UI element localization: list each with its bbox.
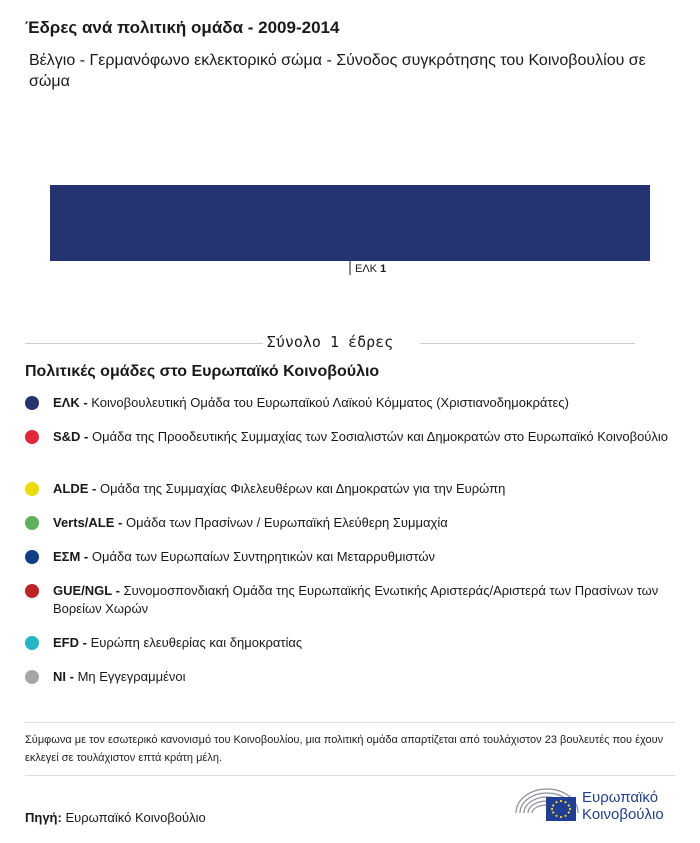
legend-abbr: ΕΛΚ - <box>53 395 88 410</box>
seat-bar-chart <box>0 0 700 300</box>
total-label: Σύνολο 1 έδρες <box>263 333 397 351</box>
source-value: Ευρωπαϊκό Κοινοβούλιο <box>61 810 206 825</box>
hemicycle-flag-icon <box>512 783 582 827</box>
legend-abbr: Verts/ALE - <box>53 515 123 530</box>
logo-line-2: Κοινοβούλιο <box>582 806 664 823</box>
legend-description: Ομάδα των Ευρωπαίων Συντηρητικών και Μεταρρυθμιστών <box>88 549 435 564</box>
source <box>25 810 206 825</box>
legend-item <box>25 428 673 446</box>
legend-item <box>25 394 673 412</box>
legend-abbr: S&D - <box>53 429 89 444</box>
divider-bottom <box>25 775 675 776</box>
legend-description: Συνομοσπονδιακή Ομάδα της Ευρωπαϊκής Ενωτικής Αριστεράς/Αριστερά των Πρασίνων των Βορείων Χωρών <box>53 583 659 616</box>
legend-swatch <box>25 550 39 564</box>
legend-swatch <box>25 396 39 410</box>
legend-item <box>25 548 673 566</box>
legend-abbr: EFD - <box>53 635 87 650</box>
segment-category: ΕΛΚ <box>355 263 381 275</box>
chart-title: Έδρες ανά πολιτική ομάδα - 2009-2014 <box>25 18 340 37</box>
legend-item <box>25 668 673 686</box>
legend-abbr: GUE/NGL - <box>53 583 120 598</box>
legend-title: Πολιτικές ομάδες στο Ευρωπαϊκό Κοινοβούλιο <box>25 363 380 380</box>
legend-item <box>25 582 673 618</box>
total-seats <box>25 333 635 353</box>
legend-swatch <box>25 482 39 496</box>
legend-abbr: ALDE - <box>53 481 97 496</box>
segment-value: 1 <box>380 263 387 275</box>
source-label: Πηγή: <box>25 810 62 825</box>
legend-abbr: NI - <box>53 669 74 684</box>
legend-abbr: ΕΣΜ - <box>53 549 89 564</box>
bar-segment-1 <box>50 185 650 261</box>
legend-swatch <box>25 670 39 684</box>
legend-description: Ομάδα της Προοδευτικής Συμμαχίας των Σοσιαλιστών και Δημοκρατών στο Ευρωπαϊκό Κοινοβούλιο <box>88 429 669 444</box>
rules-note: Σύμφωνα με τον εσωτερικό κανονισμό του Κοινοβουλίου, μια πολιτική ομάδα απαρτίζεται από τουλάχιστον 23 βουλευτές που έχουν εκλεγεί σε τουλάχιστον επτά κράτη μέλη. <box>25 734 664 764</box>
legend-swatch <box>25 430 39 444</box>
segment-label <box>355 263 386 275</box>
legend-description: Κοινοβουλευτική Ομάδα του Ευρωπαϊκού Λαϊκού Κόμματος (Χριστιανοδημοκράτες) <box>87 395 569 410</box>
divider-top <box>25 722 675 723</box>
legend-description: Ομάδα της Συμμαχίας Φιλελευθέρων και Δημοκρατών για την Ευρώπη <box>96 481 506 496</box>
legend-item <box>25 480 673 498</box>
legend-item <box>25 514 673 532</box>
european-parliament-logo <box>512 783 682 827</box>
legend-swatch <box>25 636 39 650</box>
legend-swatch <box>25 516 39 530</box>
legend-description: Ομάδα των Πρασίνων / Ευρωπαϊκή Ελεύθερη Συμμαχία <box>122 515 448 530</box>
legend-item <box>25 634 673 652</box>
legend-swatch <box>25 584 39 598</box>
legend-description: Ευρώπη ελευθερίας και δημοκρατίας <box>86 635 303 650</box>
chart-subtitle: Βέλγιο - Γερμανόφωνο εκλεκτορικό σώμα - Σύνοδος συγκρότησης του Κοινοβουλίου σε σώμα <box>29 52 646 90</box>
legend-description: Μη Εγγεγραμμένοι <box>73 669 186 684</box>
logo-line-1: Ευρωπαϊκό <box>582 789 659 806</box>
